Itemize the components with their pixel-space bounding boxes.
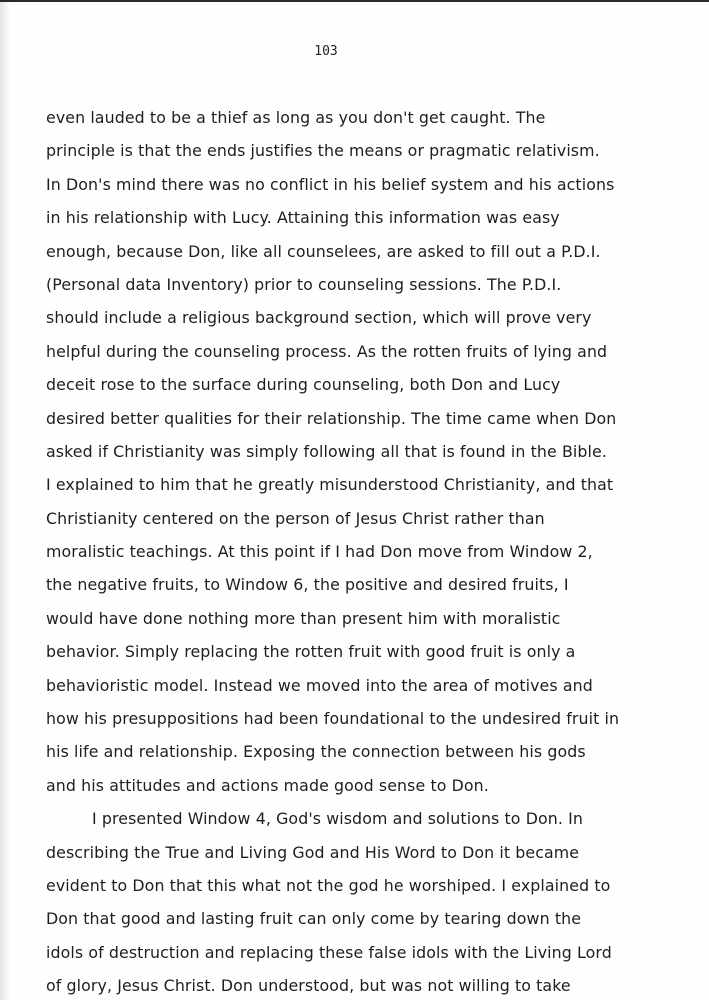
text-line: should include a religious background section, which will prove very [46, 308, 592, 328]
body-text [46, 108, 666, 1000]
scan-top-edge [0, 0, 709, 2]
text-line: describing the True and Living God and His Word to Don it became [46, 842, 580, 862]
text-line: his life and relationship. Exposing the connection between his gods [46, 742, 586, 762]
text-line: evident to Don that this what not the god he worshiped. I explained to [46, 875, 611, 895]
text-line: behavioristic model. Instead we moved into the area of motives and [46, 675, 593, 695]
text-line: desired better qualities for their relationship. The time came when Don [46, 408, 617, 428]
text-line: asked if Christianity was simply following all that is found in the Bible. [46, 441, 607, 461]
text-line: would have done nothing more than present him with moralistic [46, 608, 561, 628]
text-line: Christianity centered on the person of Jesus Christ rather than [46, 508, 545, 528]
text-line: idols of destruction and replacing these false idols with the Living Lord [46, 942, 612, 962]
text-line: moralistic teachings. At this point if I had Don move from Window 2, [46, 542, 593, 562]
text-line: and his attitudes and actions made good sense to Don. [46, 775, 489, 795]
text-line: In Don's mind there was no conflict in his belief system and his actions [46, 174, 615, 194]
text-line: Don that good and lasting fruit can only come by tearing down the [46, 909, 582, 929]
paragraph-start-line: I presented Window 4, God's wisdom and solutions to Don. In [92, 809, 583, 829]
text-line: enough, because Don, like all counselees, are asked to fill out a P.D.I. [46, 241, 601, 261]
text-line: I explained to him that he greatly misunderstood Christianity, and that [46, 475, 614, 495]
text-line: helpful during the counseling process. As the rotten fruits of lying and [46, 341, 608, 361]
text-line: in his relationship with Lucy. Attaining this information was easy [46, 208, 560, 228]
text-line: deceit rose to the surface during counseling, both Don and Lucy [46, 375, 561, 395]
text-line: the negative fruits, to Window 6, the positive and desired fruits, I [46, 575, 569, 595]
text-line: (Personal data Inventory) prior to counseling sessions. The P.D.I. [46, 274, 562, 294]
text-line: how his presuppositions had been foundational to the undesired fruit in [46, 709, 620, 729]
scan-left-shadow [0, 0, 10, 1000]
text-line: principle is that the ends justifies the means or pragmatic relativism. [46, 141, 600, 161]
text-line: behavior. Simply replacing the rotten fruit with good fruit is only a [46, 642, 576, 662]
text-line: of glory, Jesus Christ. Don understood, but was not willing to take [46, 976, 571, 996]
text-line: even lauded to be a thief as long as you don't get caught. The [46, 108, 546, 127]
page-number: 103 [314, 44, 338, 59]
